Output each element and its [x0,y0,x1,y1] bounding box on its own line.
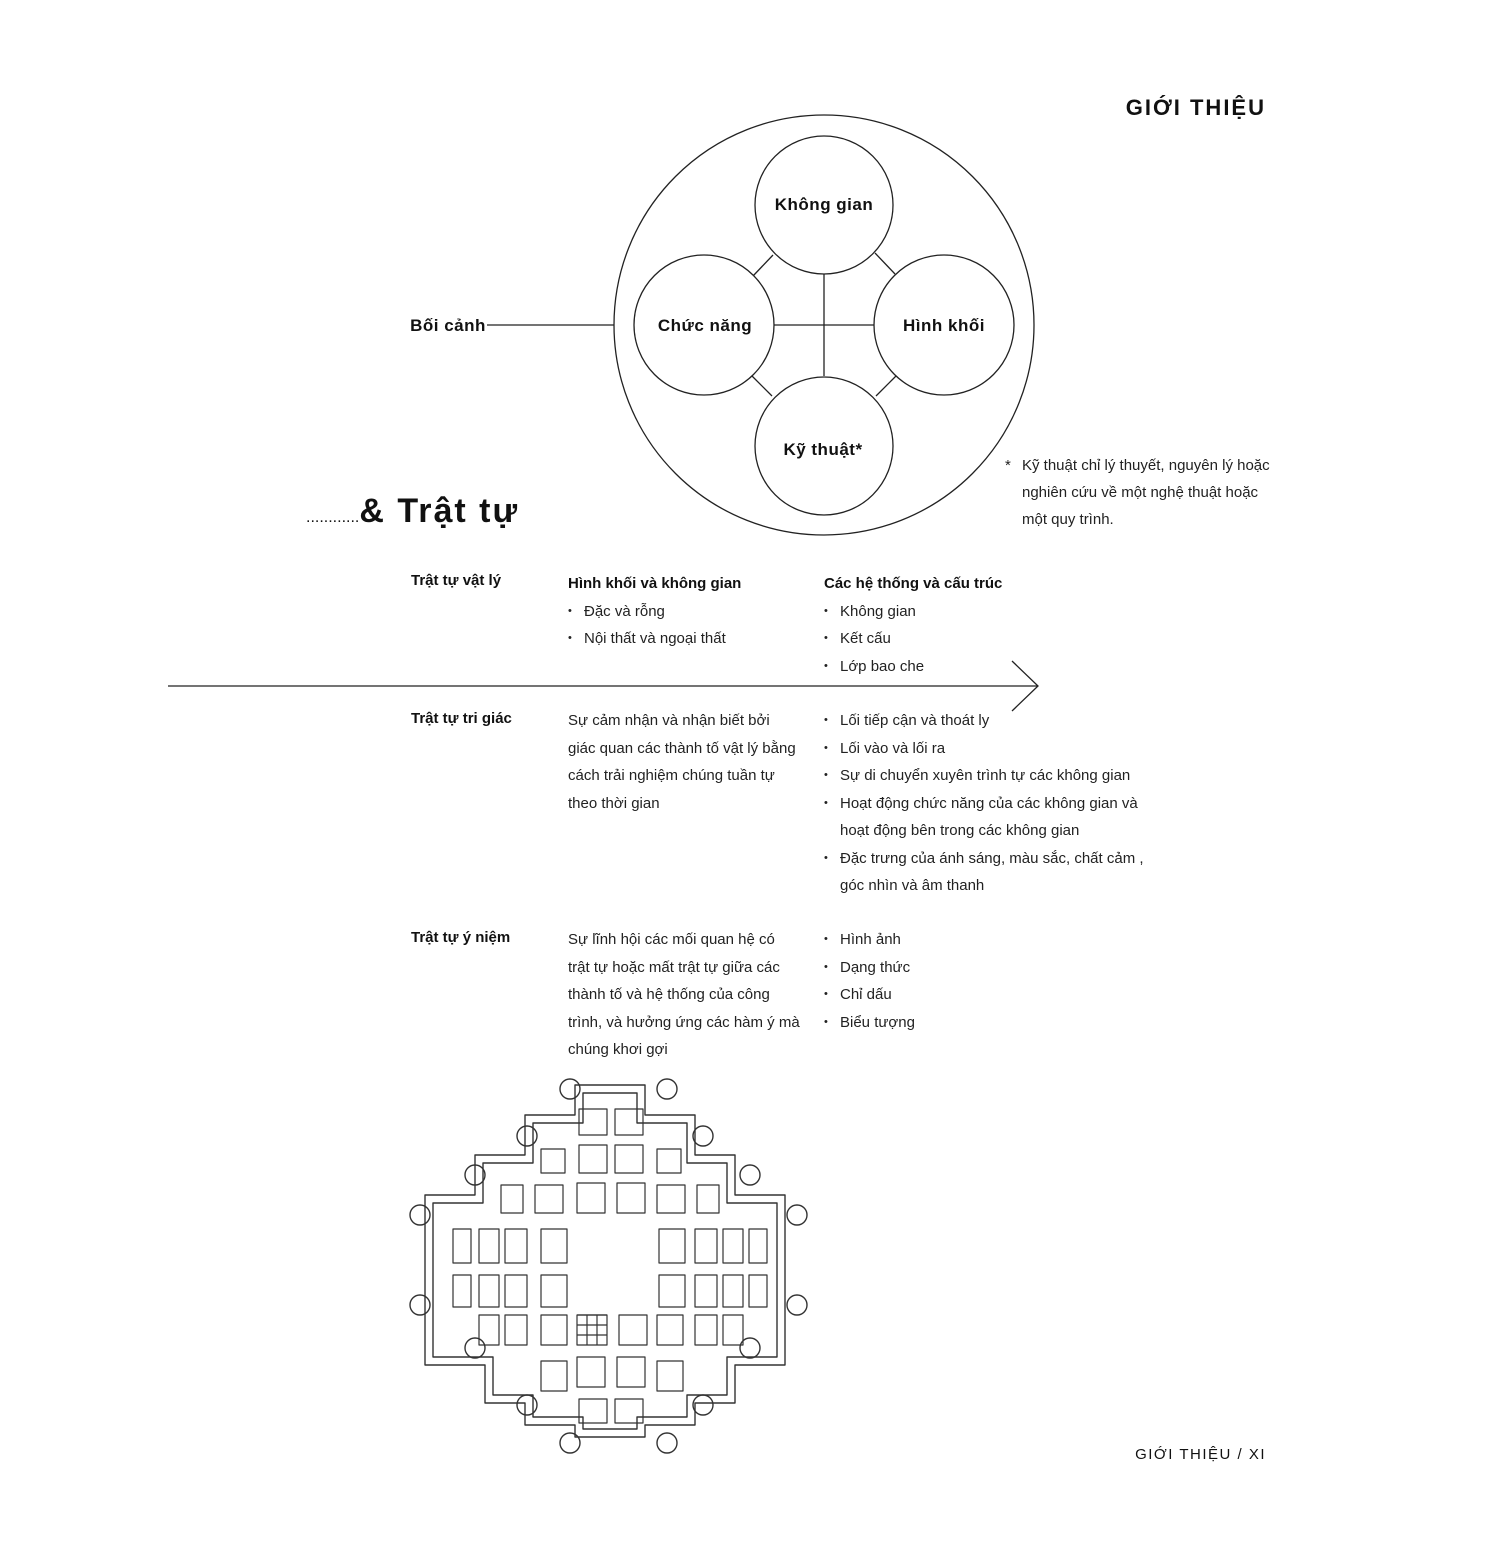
list-item: • Lối vào và lối ra [824,735,1144,763]
section-heading [306,492,519,531]
row-label-conceptual: Trật tự ý niệm [411,929,511,946]
col1-heading: Hình khối và không gian [568,575,742,592]
list-item: • Lớp bao che [824,653,1144,681]
circle-label-form: Hình khối [903,316,985,335]
row-conceptual-col2 [824,926,1144,1036]
list-item: • Biểu tượng [824,1009,1144,1037]
list-item: • Đặc trưng của ánh sáng, màu sắc, chất cảm , góc nhìn và âm thanh [824,845,1144,900]
context-label: Bối cảnh [410,316,486,335]
connector-top-right [875,253,895,274]
circle-label-function: Chức năng [657,316,753,335]
footnote [1005,452,1275,533]
row-physical-col1 [568,570,798,653]
list-item: • Sự di chuyển xuyên trình tự các không gian [824,762,1144,790]
connector-bottom-right [876,375,897,396]
list-item: • Dạng thức [824,954,1144,982]
col2-heading: Các hệ thống và cấu trúc [824,575,1003,592]
row-perceptual-col1: Sự cảm nhận và nhận biết bởi giác quan các thành tố vật lý bằng cách trải nghiệm chúng tuần tự theo thời gian [568,712,796,812]
row-label-perceptual: Trật tự tri giác [411,710,512,727]
list-item: • Kết cấu [824,625,1144,653]
row-physical-col2 [824,570,1144,680]
section-title: & Trật tự [359,492,520,530]
section-dots: ............ [306,509,360,526]
footnote-text: Kỹ thuật chỉ lý thuyết, nguyên lý hoặc nghiên cứu về một nghệ thuật hoặc một quy trình. [1022,457,1270,528]
page-footer: GIỚI THIỆU / XI [1135,1446,1266,1463]
connector-bottom-left [751,375,772,396]
footnote-mark: * [1005,457,1011,474]
row-conceptual-col1: Sự lĩnh hội các mối quan hệ có trật tự hoặc mất trật tự giữa các thành tố và hệ thống của công trình, và hưởng ứng các hàm ý mà chúng khơi gợi [568,931,800,1058]
connector-top-left [753,255,773,276]
row-label-physical: Trật tự vật lý [411,572,502,589]
list-item: • Nội thất và ngoại thất [568,625,798,653]
list-item: • Đặc và rỗng [568,598,798,626]
list-item: • Không gian [824,598,1144,626]
floor-plan-drawing [405,1065,815,1457]
list-item: • Lối tiếp cận và thoát ly [824,707,1144,735]
circle-label-technique: Kỹ thuật* [783,440,863,459]
page-header-title: GIỚI THIỆU [1125,95,1266,120]
list-item: • Hoạt động chức năng của các không gian và hoạt động bên trong các không gian [824,790,1144,845]
row-perceptual-col2 [824,707,1144,900]
list-item: • Chỉ dấu [824,981,1144,1009]
circle-label-space: Không gian [774,195,874,214]
list-item: • Hình ảnh [824,926,1144,954]
